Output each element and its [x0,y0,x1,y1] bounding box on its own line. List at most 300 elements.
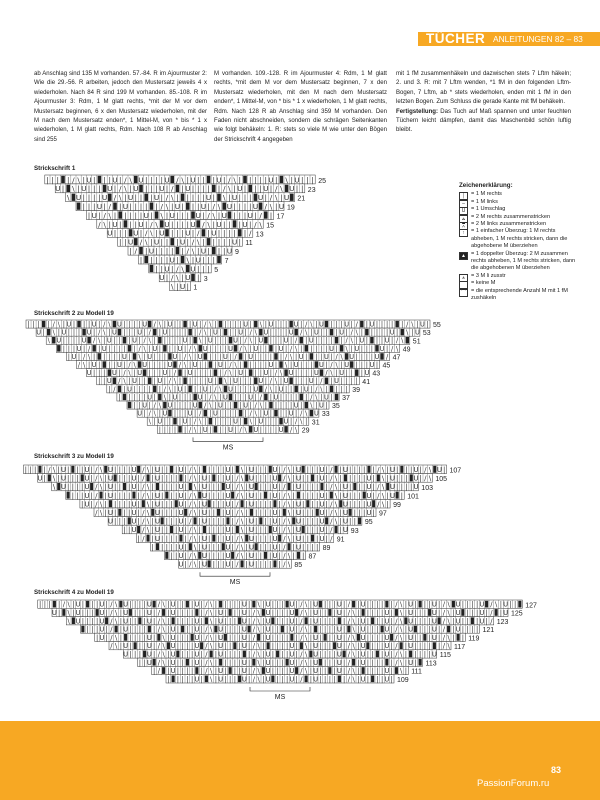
svg-text:|: | [176,255,179,265]
svg-text:|: | [129,633,132,642]
svg-text:|: | [259,490,263,500]
svg-text:|: | [113,508,117,517]
svg-text:U: U [408,609,414,617]
svg-text:\: \ [447,600,450,609]
svg-text:|: | [123,525,126,535]
svg-text:/: / [305,320,308,329]
svg-text:|: | [217,490,220,500]
svg-text:\: \ [193,482,197,492]
svg-text:|: | [350,320,353,329]
svg-text:|: | [233,658,237,667]
svg-text:|: | [276,600,279,609]
svg-text:|: | [212,525,216,535]
svg-text:|: | [98,344,101,353]
svg-text:U: U [201,499,208,509]
svg-text:U: U [178,490,184,500]
svg-text:|: | [186,237,190,247]
svg-text:|: | [452,633,455,642]
svg-text:|: | [170,264,174,274]
svg-text:|: | [212,542,216,552]
svg-text:\: \ [209,642,213,651]
svg-text:|: | [104,490,107,500]
svg-text:U: U [319,490,325,500]
svg-text:|: | [300,385,303,394]
svg-text:|: | [254,336,257,345]
svg-text:\: \ [193,465,197,474]
svg-text:|: | [292,465,295,474]
svg-text:|: | [238,600,241,609]
svg-text:|: | [247,633,251,642]
svg-text:|: | [238,633,241,642]
svg-text:|: | [365,361,368,369]
svg-text:\: \ [320,385,323,394]
svg-text:|: | [214,642,218,651]
svg-text:|: | [160,465,164,474]
svg-text:|: | [513,600,517,609]
svg-text:|: | [262,625,265,634]
svg-text:|: | [91,600,94,609]
svg-text:|: | [212,482,216,492]
svg-text:|: | [319,617,322,626]
svg-text:U: U [138,219,144,229]
svg-text:|: | [442,465,446,474]
svg-text:|: | [155,184,158,194]
svg-text:|: | [311,482,314,492]
svg-text:|: | [170,499,173,509]
svg-text:|: | [295,409,298,418]
svg-text:|: | [353,490,357,500]
svg-text:|: | [245,551,248,560]
svg-text:U: U [84,473,90,483]
svg-text:|: | [48,600,51,609]
svg-text:U: U [164,264,170,274]
svg-text:|: | [224,642,227,651]
svg-text:|: | [168,328,172,337]
svg-text:|: | [222,246,226,256]
svg-text:|: | [371,650,374,659]
svg-text:\: \ [287,499,291,509]
svg-text:U: U [248,533,255,543]
svg-text:U: U [283,377,289,386]
svg-text:|: | [228,219,231,229]
svg-text:\: \ [66,193,70,203]
svg-text:\: \ [406,328,409,337]
svg-text:U: U [241,625,247,634]
svg-text:|: | [264,482,267,492]
svg-text:U: U [272,551,278,560]
svg-text:|: | [278,482,281,492]
svg-text:|: | [358,499,361,509]
svg-text:/: / [239,425,242,434]
row-number: 97 [379,510,387,518]
svg-text:|: | [363,473,366,483]
svg-text:U: U [201,490,208,500]
svg-text:|: | [264,401,267,410]
svg-text:|: | [243,210,247,220]
svg-text:|: | [144,184,148,194]
svg-text:U: U [241,617,247,626]
svg-text:|: | [316,499,319,509]
svg-text:U: U [268,361,274,369]
svg-text:|: | [238,625,241,634]
svg-text:/: / [110,617,113,626]
svg-text:U: U [389,490,396,500]
svg-text:|: | [87,193,91,203]
svg-text:|: | [311,175,314,185]
svg-text:|: | [264,175,268,185]
svg-text:\: \ [305,409,308,418]
svg-text:|: | [234,393,237,402]
svg-text:|: | [254,533,258,543]
svg-text:U: U [272,473,278,483]
svg-text:|: | [139,193,143,203]
svg-text:\: \ [162,642,165,651]
svg-text:|: | [234,328,237,337]
svg-text:/: / [95,482,98,492]
svg-text:|: | [360,328,363,337]
svg-text:|: | [165,465,169,474]
svg-text:|: | [118,219,122,229]
svg-text:|: | [139,210,143,220]
svg-text:|: | [76,490,79,500]
svg-text:|: | [323,625,327,634]
svg-text:U: U [147,393,153,402]
svg-text:U: U [218,633,224,642]
svg-text:|: | [219,417,222,426]
svg-text:|: | [238,650,241,659]
svg-text:|: | [461,625,465,634]
svg-text:|: | [143,600,146,609]
svg-text:|: | [233,202,236,211]
svg-text:|: | [168,344,172,353]
svg-text:|: | [118,344,121,353]
svg-text:|: | [390,642,393,651]
svg-text:|: | [190,650,194,659]
svg-text:|: | [357,625,360,634]
svg-text:U: U [207,377,213,386]
svg-text:/: / [150,219,153,229]
svg-text:U: U [278,344,284,353]
svg-text:\: \ [399,650,403,659]
svg-text:/: / [143,336,146,345]
row-number: 41 [362,378,371,386]
svg-text:|: | [264,508,267,517]
svg-text:U: U [366,490,372,500]
svg-text:|: | [165,516,169,526]
svg-text:|: | [380,617,384,626]
svg-text:|: | [129,219,132,229]
svg-text:U: U [131,482,137,492]
svg-text:U: U [76,344,82,353]
legend [459,182,579,303]
svg-text:|: | [175,473,178,483]
svg-text:U: U [258,377,264,386]
svg-text:|: | [245,508,248,517]
svg-text:|: | [339,473,342,483]
svg-text:|: | [196,193,200,203]
svg-text:\: \ [401,336,404,345]
svg-text:|: | [173,425,177,434]
svg-text:|: | [224,361,227,369]
svg-text:|: | [228,642,232,651]
svg-text:|: | [170,533,173,543]
row-number: 115 [439,652,451,660]
svg-text:U: U [313,617,319,626]
svg-text:\: \ [82,361,86,369]
svg-text:/: / [442,642,446,651]
svg-text:|: | [133,385,136,394]
svg-text:U: U [319,465,325,474]
svg-text:U: U [228,385,233,394]
row-number: 1 [193,284,198,292]
svg-text:|: | [176,617,180,626]
svg-text:|: | [224,409,227,418]
svg-text:|: | [305,377,308,386]
svg-text:U: U [366,499,372,509]
svg-text:|: | [355,377,358,386]
svg-text:|: | [181,219,184,229]
svg-text:U: U [295,525,302,535]
svg-text:/: / [157,642,161,651]
svg-text:\: \ [67,609,70,617]
legend-symbol-icon: ↑ [459,229,468,237]
svg-text:\: \ [334,482,338,492]
svg-text:|: | [151,516,154,526]
svg-text:U: U [336,650,342,659]
svg-text:|: | [165,525,169,535]
svg-text:U: U [146,600,152,609]
row-number: 113 [425,660,437,668]
svg-text:\: \ [189,352,192,361]
svg-text:|: | [295,642,298,651]
svg-text:/: / [283,499,286,509]
svg-text:/: / [290,344,293,353]
svg-text:/: / [110,625,113,634]
svg-text:|: | [357,600,360,609]
svg-text:U: U [295,533,302,543]
svg-text:\: \ [162,658,165,667]
svg-text:|: | [233,625,237,634]
svg-text:/: / [248,228,252,238]
svg-text:U: U [84,499,90,509]
svg-text:\: \ [209,617,213,626]
svg-text:|: | [249,385,252,394]
svg-text:|: | [423,617,427,626]
svg-text:|: | [87,210,91,220]
svg-text:|: | [47,320,50,329]
row-number: 105 [435,476,448,484]
svg-text:/: / [204,320,207,329]
svg-text:U: U [308,336,314,345]
svg-text:|: | [160,175,164,185]
svg-text:|: | [231,508,234,517]
svg-text:/: / [252,650,256,659]
svg-text:|: | [189,393,192,402]
svg-text:|: | [163,425,166,434]
svg-text:|: | [151,499,154,509]
svg-text:|: | [328,642,332,651]
text-column-2 [214,70,387,145]
svg-text:/: / [330,361,333,369]
svg-text:|: | [119,625,123,634]
svg-text:|: | [345,385,348,394]
svg-text:U: U [99,600,105,609]
svg-text:|: | [390,609,393,617]
legend-label: = 1 doppelter Überzug: 2 M zusammen rechts abheben, 1 M rechts stricken, dann die abgehobenen M überziehen [471,250,576,272]
svg-text:|: | [239,361,242,369]
svg-text:\: \ [287,559,291,569]
svg-text:U: U [86,369,92,378]
svg-text:\: \ [47,336,50,345]
svg-text:\: \ [99,473,103,483]
svg-text:U: U [298,352,304,361]
svg-text:\: \ [352,633,355,642]
svg-text:|: | [173,328,177,337]
svg-text:\: \ [274,377,278,386]
svg-text:U: U [212,409,218,418]
svg-text:U: U [75,600,81,609]
svg-text:U: U [374,352,380,361]
svg-text:|: | [233,617,237,626]
svg-text:|: | [254,352,257,361]
svg-text:|: | [229,377,232,386]
svg-text:U: U [225,465,231,474]
svg-text:U: U [455,609,461,617]
svg-text:|: | [170,246,174,256]
svg-text:\: \ [186,255,190,265]
svg-text:|: | [144,175,148,185]
svg-text:|: | [128,482,131,492]
svg-text:|: | [168,393,172,402]
svg-text:|: | [217,210,221,220]
svg-text:|: | [151,490,154,500]
svg-text:|: | [423,609,427,617]
svg-text:\: \ [209,320,212,329]
svg-text:|: | [330,393,333,402]
svg-text:|: | [358,465,361,474]
svg-text:U: U [283,336,289,345]
svg-text:U: U [295,499,302,509]
svg-text:|: | [363,499,366,509]
row-number: 3 [203,275,208,283]
svg-text:|: | [160,193,164,203]
svg-text:|: | [155,175,158,185]
svg-text:|: | [366,617,370,626]
svg-text:/: / [283,482,286,492]
svg-text:U: U [146,617,152,626]
svg-text:U: U [384,633,390,642]
svg-text:|: | [348,465,352,474]
svg-text:/: / [347,650,351,659]
svg-text:|: | [108,219,112,229]
svg-text:|: | [189,417,192,426]
svg-text:|: | [138,650,142,659]
svg-text:\: \ [494,600,498,609]
svg-text:|: | [284,401,288,410]
svg-text:|: | [200,650,203,659]
svg-text:/: / [347,609,351,617]
svg-text:|: | [247,600,251,609]
svg-text:|: | [363,465,366,474]
legend-symbol-icon: ⩚ [459,274,468,282]
svg-text:U: U [248,352,254,361]
svg-text:|: | [204,377,207,386]
svg-text:|: | [207,255,210,265]
svg-text:/: / [138,344,141,353]
svg-text:\: \ [334,499,338,509]
svg-text:|: | [264,320,267,329]
svg-text:|: | [311,542,314,552]
svg-text:|: | [113,336,116,345]
svg-text:U: U [154,525,161,535]
svg-text:U: U [231,237,238,247]
svg-text:|: | [228,237,231,247]
svg-text:|: | [81,490,84,500]
legend-label: = 1 Umschlag [471,206,506,213]
svg-text:|: | [134,210,138,220]
svg-text:U: U [75,617,81,626]
svg-text:/: / [142,465,145,474]
svg-text:|: | [222,559,225,569]
svg-text:|: | [123,320,126,329]
svg-text:\: \ [193,559,197,569]
svg-text:|: | [194,409,197,418]
svg-text:|: | [274,202,278,211]
svg-text:|: | [163,352,166,361]
svg-text:|: | [228,617,232,626]
svg-text:|: | [198,525,201,535]
svg-text:U: U [106,377,112,386]
svg-text:|: | [391,336,394,345]
svg-text:\: \ [240,542,244,552]
svg-text:|: | [170,228,174,238]
svg-text:|: | [160,525,164,535]
svg-text:|: | [209,425,212,434]
svg-text:\: \ [428,473,432,483]
svg-text:\: \ [52,473,56,483]
svg-text:|: | [186,625,189,634]
svg-text:|: | [183,369,187,378]
svg-text:\: \ [146,516,150,526]
row-number: 39 [352,386,360,394]
svg-text:|: | [380,658,384,667]
svg-text:U: U [225,482,231,492]
svg-text:U: U [123,650,129,659]
page-number: 83 [551,765,562,775]
svg-text:\: \ [196,237,200,247]
svg-text:|: | [181,246,184,256]
svg-text:U: U [329,344,334,353]
svg-text:\: \ [144,237,148,247]
svg-text:|: | [184,551,187,560]
svg-text:|: | [254,175,257,185]
svg-text:|: | [238,658,241,667]
svg-text:U: U [225,559,231,569]
svg-text:|: | [372,490,375,500]
row-number: 117 [454,643,466,651]
svg-text:|: | [320,393,323,402]
svg-text:|: | [311,516,314,526]
svg-text:|: | [118,499,122,509]
svg-text:|: | [323,650,327,659]
svg-text:U: U [96,202,103,211]
svg-text:/: / [77,361,81,369]
svg-text:\: \ [274,193,278,203]
svg-text:|: | [306,525,310,535]
svg-text:U: U [479,600,485,609]
svg-text:|: | [178,320,182,329]
svg-text:|: | [340,361,343,369]
